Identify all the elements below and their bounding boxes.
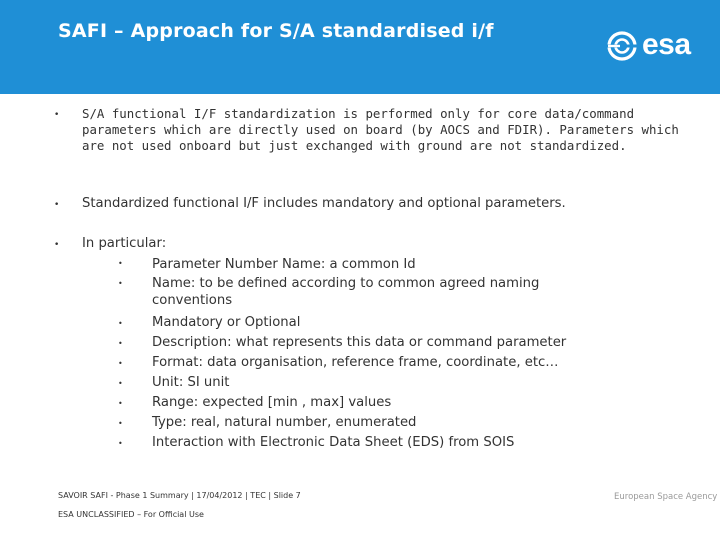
sub-bullet-icon: •	[118, 399, 123, 408]
footer-classification: ESA UNCLASSIFIED – For Official Use	[58, 510, 204, 519]
sub-bullet-icon: •	[118, 259, 123, 268]
bullet-icon: •	[54, 200, 60, 210]
bullet-text-3: In particular:	[82, 236, 167, 251]
sub-bullet-text: Mandatory or Optional	[152, 315, 301, 330]
footer-agency-name: European Space Agency	[614, 492, 718, 502]
bullet-icon: •	[54, 110, 60, 120]
sub-bullet-icon: •	[118, 439, 123, 448]
slide-title: SAFI – Approach for S/A standardised i/f	[58, 20, 494, 42]
sub-bullet-text: Name: to be defined according to common agreed naming conventions	[152, 276, 540, 308]
bullet-text-1: S/A functional I/F standardization is performed only for core data/command parameters which are directly used on board (by AOCS and FDIR). Parameters which are not used onboard but just exchanged with ground are not standardized.	[82, 106, 679, 153]
sub-bullet-text: Unit: SI unit	[152, 375, 230, 390]
sub-bullet-icon: •	[118, 379, 123, 388]
sub-bullet-text: Range: expected [min , max] values	[152, 395, 392, 410]
sub-bullet-icon: •	[118, 339, 123, 348]
sub-bullet-text: Parameter Number Name: a common Id	[152, 257, 416, 272]
esa-logo-icon	[606, 30, 638, 62]
bullet-icon: •	[54, 240, 60, 250]
sub-bullet-text: Type: real, natural number, enumerated	[152, 415, 417, 430]
sub-bullet-text: Interaction with Electronic Data Sheet (EDS) from SOIS	[152, 435, 515, 450]
slide-header	[0, 0, 720, 94]
sub-bullet-text: Format: data organisation, reference frame, coordinate, etc…	[152, 355, 559, 370]
bullet-text-2: Standardized functional I/F includes mandatory and optional parameters.	[82, 196, 566, 211]
sub-bullet-icon: •	[118, 279, 123, 288]
esa-logo-text: esa	[642, 28, 691, 61]
sub-bullet-icon: •	[118, 419, 123, 428]
esa-logo	[606, 28, 706, 64]
footer-slide-info: SAVOIR SAFI - Phase 1 Summary | 17/04/2012 | TEC | Slide 7	[58, 491, 301, 500]
sub-bullet-icon: •	[118, 359, 123, 368]
sub-bullet-text: Description: what represents this data or command parameter	[152, 335, 567, 350]
sub-bullet-icon: •	[118, 319, 123, 328]
